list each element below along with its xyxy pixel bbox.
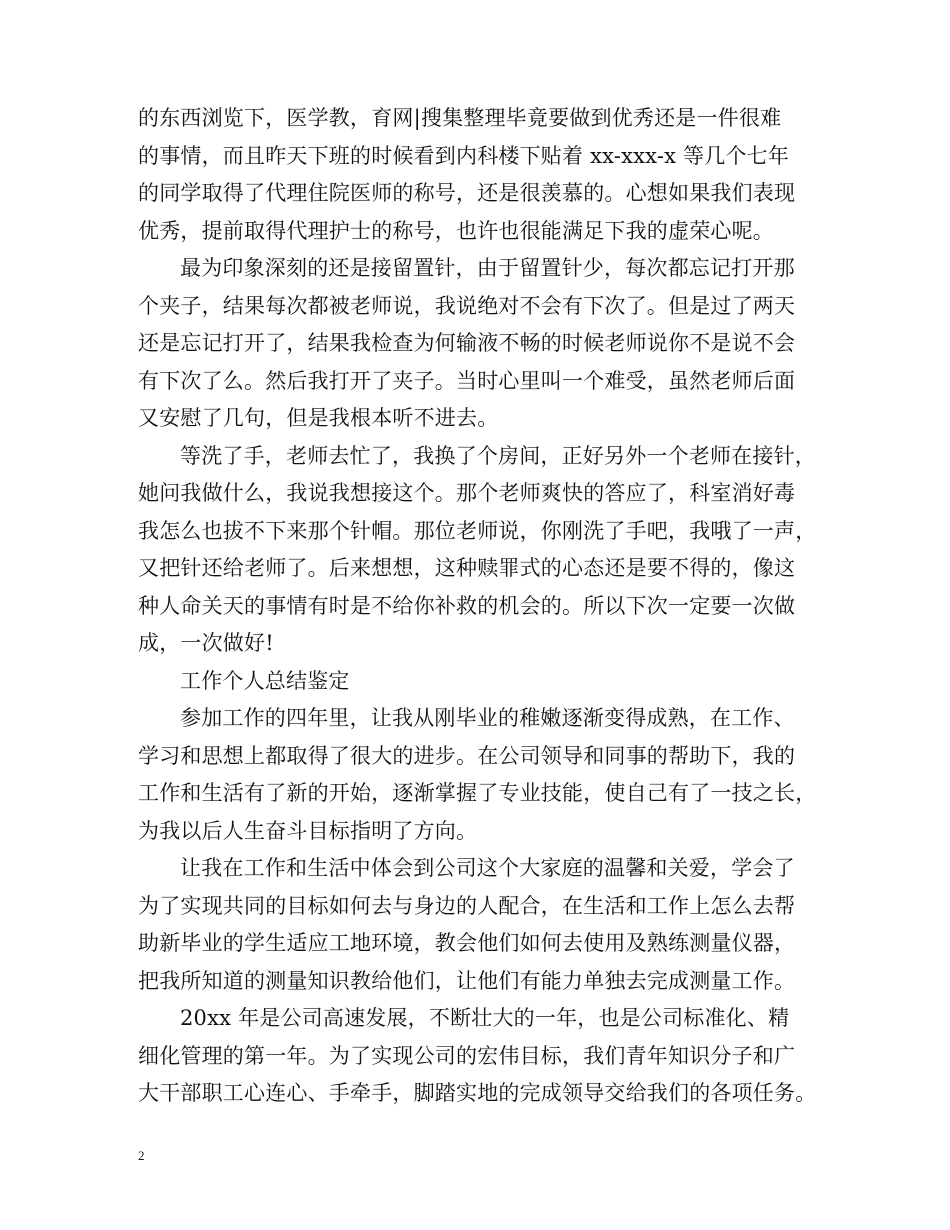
page-number: 2 — [138, 1148, 145, 1163]
text-line: 个夹子，结果每次都被老师说，我说绝对不会有下次了。但是过了两天 — [138, 293, 796, 318]
text-line: 又安慰了几句，但是我根本听不进去。 — [138, 406, 499, 430]
paragraph-start-line: 最为印象深刻的还是接留置针，由于留置针少，每次都忘记打开那 — [180, 256, 795, 280]
text-line: 她问我做什么，我说我想接这个。那个老师爽快的答应了，科室消好毒 — [138, 481, 796, 505]
text-line: 还是忘记打开了，结果我检查为何输液不畅的时候老师说你不是说不会 — [138, 331, 796, 355]
text-line: 成，一次做好! — [138, 631, 274, 655]
text-line: 把我所知道的测量知识教给他们，让他们有能力单独去完成测量工作。 — [138, 968, 796, 993]
paragraph-start-line: 等洗了手，老师去忙了，我换了个房间，正好另外一个老师在接针， — [180, 443, 816, 468]
paragraph-start-line: 参加工作的四年里，让我从刚毕业的稚嫩逐渐变得成熟，在工作、 — [180, 706, 795, 730]
section-heading: 工作个人总结鉴定 — [180, 668, 350, 693]
text-line: 细化管理的第一年。为了实现公司的宏伟目标，我们青年知识分子和广 — [138, 1043, 796, 1068]
text-line: 工作和生活有了新的开始，逐渐掌握了专业技能，使自己有了一技之长， — [138, 781, 817, 805]
text-line: 我怎么也拔不下来那个针帽。那位老师说，你刚洗了手吧，我哦了一声， — [138, 518, 817, 543]
text-line: 又把针还给老师了。后来想想，这种赎罪式的心态还是要不得的，像这 — [138, 556, 796, 580]
paragraph-start-line: 20xx 年是公司高速发展，不断壮大的一年，也是公司标准化、精 — [180, 1006, 790, 1030]
text-line: 的东西浏览下，医学教，育网|搜集整理毕竟要做到优秀还是一件很难 — [138, 106, 782, 130]
text-line: 为了实现共同的目标如何去与身边的人配合，在生活和工作上怎么去帮 — [138, 893, 796, 918]
text-line: 的事情，而且昨天下班的时候看到内科楼下贴着 xx-xxx-x 等几个七年 — [138, 143, 790, 168]
text-line: 学习和思想上都取得了很大的进步。在公司领导和同事的帮助下，我的 — [138, 743, 796, 768]
text-line: 优秀，提前取得代理护士的称号，也许也很能满足下我的虚荣心呢。 — [138, 218, 774, 243]
document-body — [138, 100, 828, 1113]
text-line: 种人命关天的事情有时是不给你补救的机会的。所以下次一定要一次做 — [138, 593, 796, 618]
text-line: 为我以后人生奋斗目标指明了方向。 — [138, 818, 478, 843]
text-line: 有下次了么。然后我打开了夹子。当时心里叫一个难受，虽然老师后面 — [138, 368, 796, 393]
text-line: 助新毕业的学生适应工地环境，教会他们如何去使用及熟练测量仪器， — [138, 931, 796, 955]
paragraph-start-line: 让我在工作和生活中体会到公司这个大家庭的温馨和关爱，学会了 — [180, 856, 795, 880]
text-line: 的同学取得了代理住院医师的称号，还是很羡慕的。心想如果我们表现 — [138, 181, 796, 205]
text-line: 大干部职工心连心、手牵手，脚踏实地的完成领导交给我们的各项任务。 — [138, 1081, 817, 1105]
